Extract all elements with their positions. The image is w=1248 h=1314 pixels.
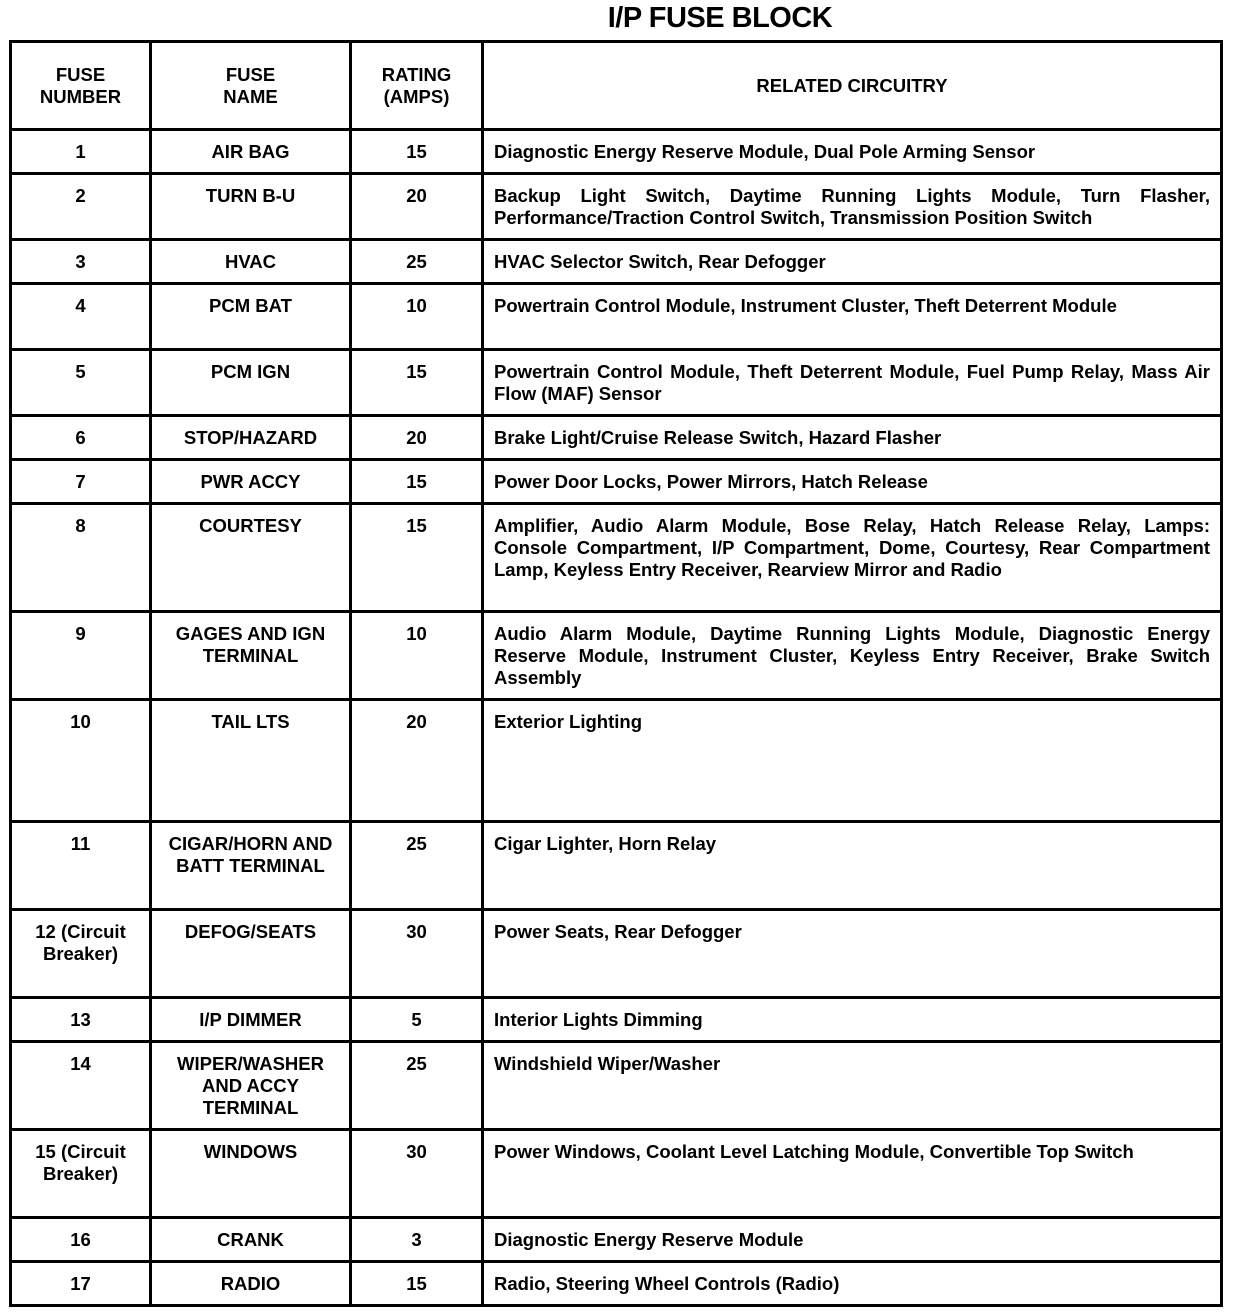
related-circuitry-cell: Amplifier, Audio Alarm Module, Bose Relay, Hatch Release Relay, Lamps: Console Compartment, I/P Compartment, Dome, Courtesy, Rear Compartment Lamp, Keyless Entry Receiver, Rearview Mirror and Radio [483, 504, 1222, 612]
fuse-name-cell: PWR ACCY [151, 460, 351, 504]
rating-cell: 25 [351, 240, 483, 284]
related-circuitry-cell: Diagnostic Energy Reserve Module [483, 1218, 1222, 1262]
fuse-name-cell: CIGAR/HORN AND BATT TERMINAL [151, 822, 351, 910]
rating-cell: 15 [351, 130, 483, 174]
related-circuitry-cell: Brake Light/Cruise Release Switch, Hazard Flasher [483, 416, 1222, 460]
header-related-circuitry: RELATED CIRCUITRY [483, 42, 1222, 130]
header-fuse-number: FUSE NUMBER [11, 42, 151, 130]
fuse-number-cell: 15 (Circuit Breaker) [11, 1130, 151, 1218]
related-circuitry-cell: Interior Lights Dimming [483, 998, 1222, 1042]
fuse-name-cell: WIPER/WASHER AND ACCY TERMINAL [151, 1042, 351, 1130]
fuse-number-cell: 6 [11, 416, 151, 460]
fuse-name-cell: PCM IGN [151, 350, 351, 416]
rating-cell: 15 [351, 1262, 483, 1306]
related-circuitry-cell: Radio, Steering Wheel Controls (Radio) [483, 1262, 1222, 1306]
fuse-number-cell: 9 [11, 612, 151, 700]
fuse-table [9, 40, 1223, 1307]
table-row [11, 284, 1222, 350]
table-row [11, 1262, 1222, 1306]
fuse-number-cell: 8 [11, 504, 151, 612]
fuse-name-cell: CRANK [151, 1218, 351, 1262]
fuse-number-cell: 7 [11, 460, 151, 504]
fuse-name-cell: GAGES AND IGN TERMINAL [151, 612, 351, 700]
fuse-number-cell: 3 [11, 240, 151, 284]
rating-cell: 30 [351, 1130, 483, 1218]
header-rating: RATING (AMPS) [351, 42, 483, 130]
fuse-number-cell: 1 [11, 130, 151, 174]
rating-cell: 15 [351, 460, 483, 504]
fuse-number-cell: 13 [11, 998, 151, 1042]
rating-cell: 20 [351, 416, 483, 460]
related-circuitry-cell: Backup Light Switch, Daytime Running Lights Module, Turn Flasher, Performance/Traction Control Switch, Transmission Position Switch [483, 174, 1222, 240]
rating-cell: 20 [351, 174, 483, 240]
related-circuitry-cell: Power Door Locks, Power Mirrors, Hatch Release [483, 460, 1222, 504]
table-row [11, 174, 1222, 240]
fuse-number-cell: 12 (Circuit Breaker) [11, 910, 151, 998]
rating-cell: 3 [351, 1218, 483, 1262]
rating-cell: 10 [351, 612, 483, 700]
table-row [11, 504, 1222, 612]
header-fuse-name: FUSE NAME [151, 42, 351, 130]
related-circuitry-cell: Powertrain Control Module, Theft Deterrent Module, Fuel Pump Relay, Mass Air Flow (MAF) Sensor [483, 350, 1222, 416]
related-circuitry-cell: Cigar Lighter, Horn Relay [483, 822, 1222, 910]
fuse-name-cell: AIR BAG [151, 130, 351, 174]
table-body [11, 130, 1222, 1306]
related-circuitry-cell: Diagnostic Energy Reserve Module, Dual Pole Arming Sensor [483, 130, 1222, 174]
table-row [11, 130, 1222, 174]
table-row [11, 240, 1222, 284]
related-circuitry-cell: HVAC Selector Switch, Rear Defogger [483, 240, 1222, 284]
related-circuitry-cell: Exterior Lighting [483, 700, 1222, 822]
rating-cell: 25 [351, 822, 483, 910]
fuse-number-cell: 10 [11, 700, 151, 822]
fuse-name-cell: WINDOWS [151, 1130, 351, 1218]
table-row [11, 416, 1222, 460]
fuse-number-cell: 4 [11, 284, 151, 350]
fuse-name-cell: RADIO [151, 1262, 351, 1306]
fuse-name-cell: TURN B-U [151, 174, 351, 240]
fuse-name-cell: I/P DIMMER [151, 998, 351, 1042]
page-title: I/P FUSE BLOCK [607, 2, 833, 34]
fuse-name-cell: COURTESY [151, 504, 351, 612]
fuse-number-cell: 16 [11, 1218, 151, 1262]
fuse-name-cell: DEFOG/SEATS [151, 910, 351, 998]
table-row [11, 1042, 1222, 1130]
fuse-number-cell: 2 [11, 174, 151, 240]
fuse-number-cell: 14 [11, 1042, 151, 1130]
table-row [11, 612, 1222, 700]
table-row [11, 1218, 1222, 1262]
fuse-name-cell: PCM BAT [151, 284, 351, 350]
table-row [11, 700, 1222, 822]
fuse-name-cell: STOP/HAZARD [151, 416, 351, 460]
table-header-row [11, 42, 1222, 130]
related-circuitry-cell: Power Seats, Rear Defogger [483, 910, 1222, 998]
fuse-number-cell: 11 [11, 822, 151, 910]
fuse-number-cell: 17 [11, 1262, 151, 1306]
rating-cell: 10 [351, 284, 483, 350]
rating-cell: 20 [351, 700, 483, 822]
table-row [11, 910, 1222, 998]
rating-cell: 5 [351, 998, 483, 1042]
rating-cell: 30 [351, 910, 483, 998]
rating-cell: 15 [351, 350, 483, 416]
table-row [11, 998, 1222, 1042]
related-circuitry-cell: Audio Alarm Module, Daytime Running Lights Module, Diagnostic Energy Reserve Module, Instrument Cluster, Keyless Entry Receiver, Brake Switch Assembly [483, 612, 1222, 700]
table-row [11, 822, 1222, 910]
table-row [11, 460, 1222, 504]
related-circuitry-cell: Windshield Wiper/Washer [483, 1042, 1222, 1130]
related-circuitry-cell: Power Windows, Coolant Level Latching Module, Convertible Top Switch [483, 1130, 1222, 1218]
fuse-number-cell: 5 [11, 350, 151, 416]
rating-cell: 25 [351, 1042, 483, 1130]
related-circuitry-cell: Powertrain Control Module, Instrument Cluster, Theft Deterrent Module [483, 284, 1222, 350]
fuse-name-cell: TAIL LTS [151, 700, 351, 822]
rating-cell: 15 [351, 504, 483, 612]
table-row [11, 350, 1222, 416]
table-row [11, 1130, 1222, 1218]
fuse-name-cell: HVAC [151, 240, 351, 284]
